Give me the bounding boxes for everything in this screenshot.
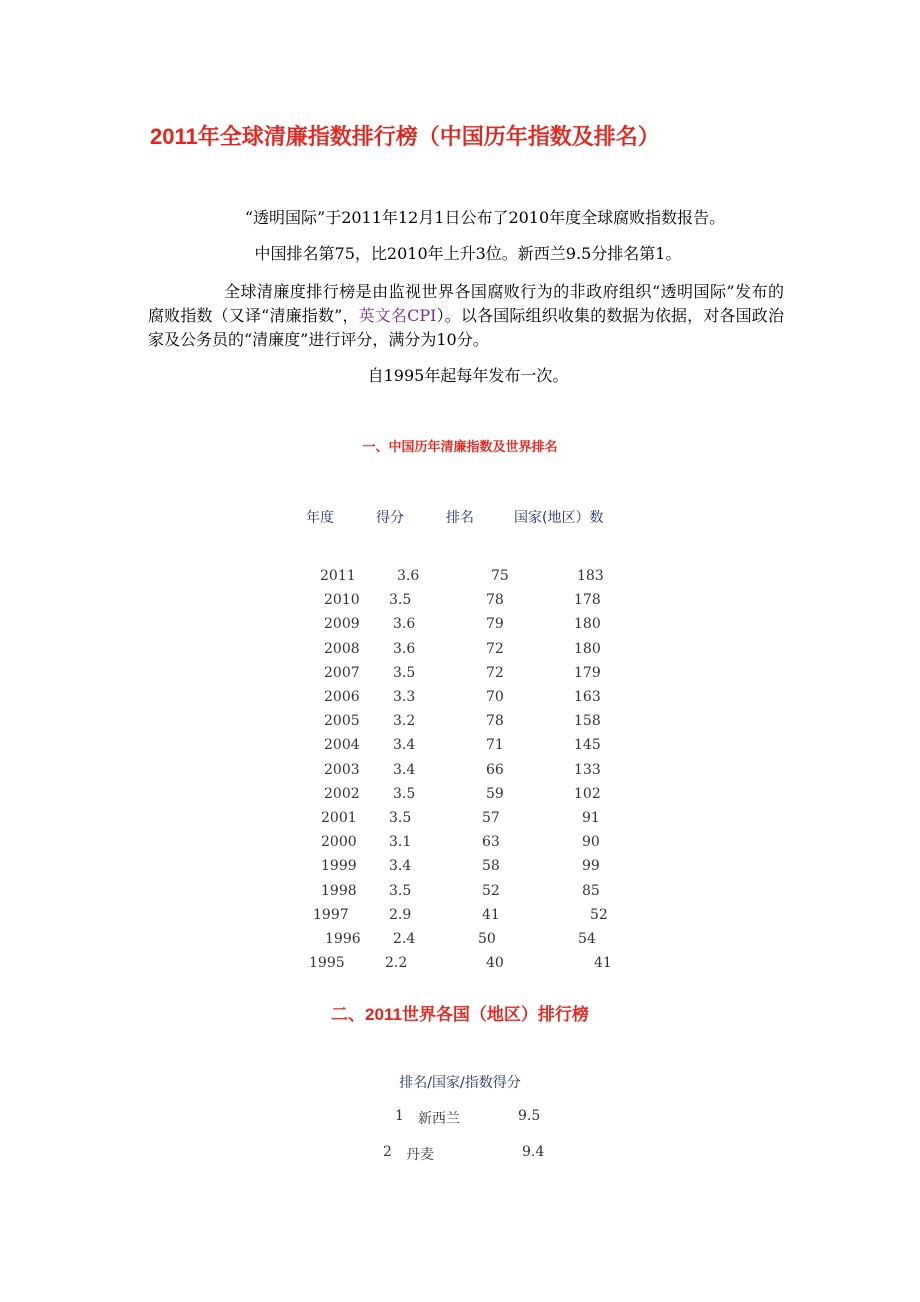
- history-year: 2011: [320, 568, 356, 584]
- history-country-count: 41: [594, 955, 612, 972]
- history-year: 1998: [321, 882, 357, 899]
- history-rank: 41: [482, 906, 500, 923]
- history-rank: 59: [486, 785, 504, 802]
- history-country-count: 183: [577, 568, 604, 584]
- ranking-table-header: 排名/国家/指数得分: [399, 1075, 521, 1091]
- history-year: 2010: [324, 592, 360, 609]
- history-rank: 70: [486, 689, 504, 705]
- history-country-count: 85: [582, 882, 600, 899]
- history-year: 1996: [325, 931, 361, 947]
- history-score: 2.9: [389, 906, 412, 923]
- ranking-rank: 2: [383, 1144, 392, 1160]
- history-rank: 57: [482, 810, 500, 826]
- history-score: 3.5: [389, 592, 412, 609]
- column-header-country-count: 国家(地区）数: [514, 510, 604, 526]
- history-year: 2005: [324, 713, 360, 730]
- history-country-count: 178: [574, 592, 601, 609]
- history-country-count: 180: [574, 640, 601, 657]
- history-score: 3.4: [389, 858, 412, 875]
- history-rank: 75: [491, 568, 509, 584]
- intro-paragraph-3: [148, 280, 784, 352]
- history-year: 2008: [324, 640, 360, 657]
- history-score: 2.2: [385, 955, 408, 972]
- history-rank: 72: [486, 640, 504, 657]
- history-score: 3.6: [397, 568, 420, 584]
- history-score: 3.5: [393, 664, 416, 681]
- history-score: 3.1: [389, 834, 412, 851]
- history-rank: 58: [482, 858, 500, 875]
- history-country-count: 91: [582, 810, 600, 826]
- history-country-count: 180: [574, 616, 601, 633]
- column-header-score: 得分: [376, 510, 404, 526]
- history-rank: 72: [486, 664, 504, 681]
- history-country-count: 179: [574, 664, 601, 681]
- history-score: 3.5: [393, 785, 416, 802]
- history-country-count: 54: [578, 931, 596, 947]
- history-score: 3.6: [393, 616, 416, 633]
- history-score: 3.6: [393, 640, 416, 657]
- ranking-country: 丹麦: [406, 1147, 434, 1163]
- intro-paragraph-3-end: ）。以各国际组织收集的数据为依据，对各国政治家及公务员的“清廉度”进行评分，满分为10分。: [148, 306, 784, 349]
- history-rank: 71: [486, 737, 504, 754]
- history-country-count: 133: [574, 761, 601, 778]
- history-rank: 78: [486, 713, 504, 730]
- history-rank: 79: [486, 616, 504, 633]
- history-score: 3.4: [393, 737, 416, 754]
- column-header-year: 年度: [306, 510, 334, 526]
- section-1-heading: 一、中国历年清廉指数及世界排名: [362, 440, 558, 455]
- history-country-count: 158: [574, 713, 601, 730]
- history-year: 2009: [324, 616, 360, 633]
- history-year: 2001: [321, 810, 357, 826]
- intro-paragraph-3-start: 全球清廉度排行榜是由监视世界各国腐败行为的非政府组织“透明国际”发布的腐败指数（又译“清廉指数”，: [148, 282, 784, 325]
- column-header-rank: 排名: [446, 510, 474, 526]
- history-rank: 63: [482, 834, 500, 851]
- intro-paragraph-4: 自1995年起每年发布一次。: [367, 366, 569, 385]
- history-country-count: 163: [574, 689, 601, 705]
- ranking-rank: 1: [395, 1108, 404, 1124]
- history-year: 1997: [313, 906, 349, 923]
- history-score: 3.4: [393, 761, 416, 778]
- history-rank: 50: [478, 931, 496, 947]
- intro-paragraph-2: 中国排名第75，比2010年上升3位。新西兰9.5分排名第1。: [254, 244, 682, 263]
- history-country-count: 102: [574, 785, 601, 802]
- cpi-link[interactable]: 英文名CPI: [358, 306, 437, 325]
- history-year: 2007: [324, 664, 360, 681]
- history-year: 2002: [324, 785, 360, 802]
- history-score: 3.5: [389, 882, 412, 899]
- history-country-count: 52: [590, 906, 608, 923]
- history-country-count: 99: [582, 858, 600, 875]
- page-title: 2011年全球清廉指数排行榜（中国历年指数及排名）: [150, 124, 660, 149]
- history-rank: 78: [486, 592, 504, 609]
- ranking-score: 9.4: [522, 1144, 545, 1160]
- history-score: 2.4: [393, 931, 416, 947]
- history-score: 3.3: [393, 689, 416, 705]
- history-year: 1995: [309, 955, 345, 972]
- history-year: 2006: [324, 689, 360, 705]
- history-country-count: 90: [582, 834, 600, 851]
- section-2-heading: 二、2011世界各国（地区）排行榜: [331, 1005, 589, 1024]
- ranking-score: 9.5: [518, 1108, 541, 1124]
- history-rank: 40: [486, 955, 504, 972]
- history-country-count: 145: [574, 737, 601, 754]
- ranking-country: 新西兰: [418, 1111, 460, 1127]
- history-year: 2000: [321, 834, 357, 851]
- intro-paragraph-1: “透明国际”于2011年12月1日公布了2010年度全球腐败指数报告。: [244, 208, 726, 227]
- history-rank: 52: [482, 882, 500, 899]
- history-score: 3.5: [389, 810, 412, 826]
- history-rank: 66: [486, 761, 504, 778]
- history-year: 2003: [324, 761, 360, 778]
- history-year: 2004: [324, 737, 360, 754]
- history-year: 1999: [321, 858, 357, 875]
- history-score: 3.2: [393, 713, 416, 730]
